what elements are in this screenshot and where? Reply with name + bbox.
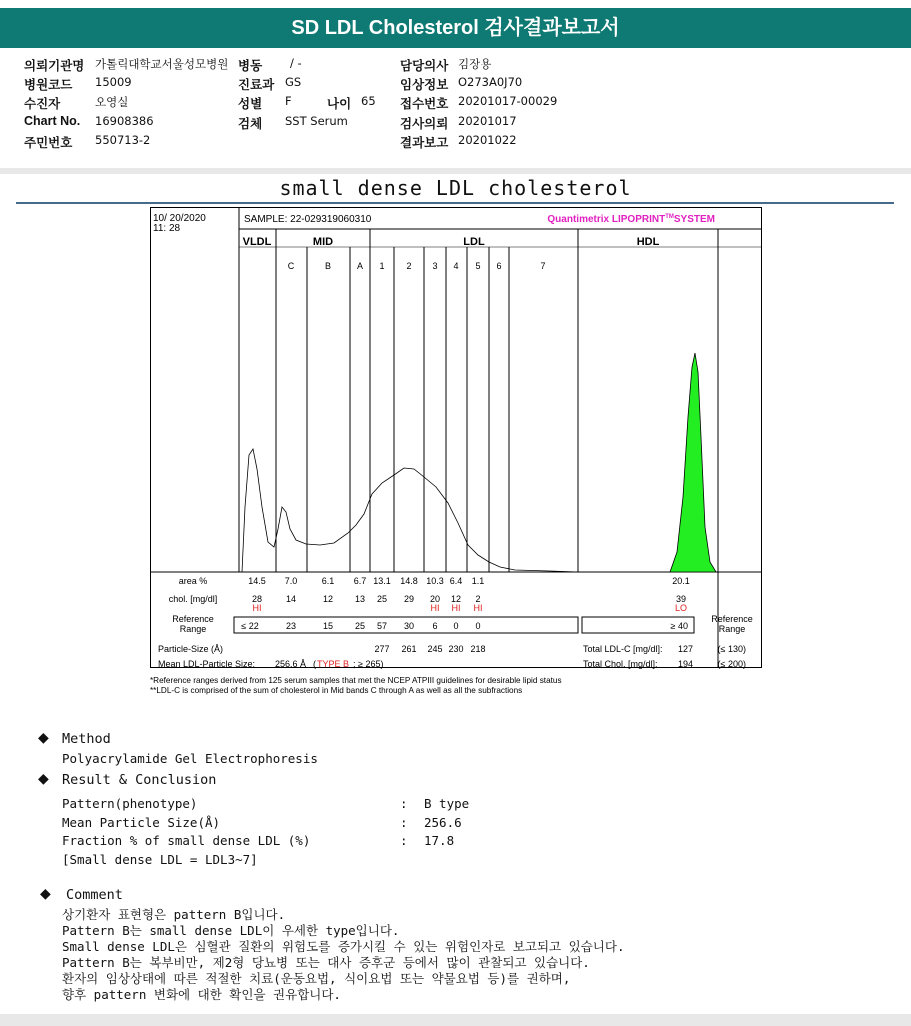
flag-ldl5: HI [473,603,483,613]
flag-ldl3: HI [430,603,440,613]
ps-ldl2: 261 [401,644,417,654]
figure-date: 10/ 20/2020 [153,213,206,224]
area-mid-b: 6.1 [321,576,335,586]
area-mid-a: 6.7 [353,576,367,586]
group-label-hdl: HDL [636,236,660,248]
total-ldl-ref: (≤ 130) [717,644,746,654]
ward-value: / - [290,56,302,70]
figure-sample: SAMPLE: 22-029319060310 [244,214,372,225]
area-ldl4: 6.4 [449,576,463,586]
dept-label: 진료과 [238,78,275,92]
lipoprint-figure [150,207,763,699]
comment-line-3: Small dense LDL은 심혈관 질환의 위험도를 증가시킬 수 있는 위험인자로 보고되고 있습니다. [62,939,625,954]
result-note: [Small dense LDL = LDL3~7] [62,852,258,867]
hospital-value: 가톨릭대학교서울성모병원 [95,57,229,71]
area-hdl: 20.1 [672,576,690,586]
chol-ldl1: 25 [376,594,388,604]
request-label: 검사의뢰 [400,117,449,131]
ref-ldl3: 6 [432,621,438,631]
result-sep-size: : [400,815,408,830]
chol-hdl: 39 [675,594,687,604]
dept-value: GS [285,75,302,89]
rrn-value: 550713-2 [95,133,151,147]
request-value: 20201017 [458,114,517,128]
comment-heading: Comment [66,887,123,903]
row-label-mean: Mean LDL-Particle Size: [158,659,256,669]
group-label-vldl: VLDL [242,236,272,248]
code-label: 병원코드 [24,78,73,92]
comment-line-4: Pattern B는 복부비만, 제2형 당뇨병 또는 대사 증후군 등에서 많이 관찰되고 있습니다. [62,955,590,970]
area-ldl1: 13.1 [373,576,391,586]
result-label-pattern: Pattern(phenotype) [62,796,198,811]
section-divider [0,168,911,174]
footnote-1: *Reference ranges derived from 125 serum samples that met the NCEP ATPIII guidelines for desirable lipid status [150,676,562,685]
chart-value: 16908386 [95,114,154,128]
ward-label: 병동 [238,59,263,73]
chol-ldl3: 20 [429,594,441,604]
ref-mid-c: 23 [285,621,297,631]
comment-line-2: Pattern B는 small dense LDL이 우세한 type입니다. [62,923,400,938]
hospital-label: 의뢰기관명 [24,59,85,73]
chol-ldl4: 12 [450,594,462,604]
row-label-chol: chol. [mg/dl] [168,594,218,604]
chart-label: Chart No. [24,114,81,128]
ref-mid-b: 15 [322,621,334,631]
rrn-label: 주민번호 [24,136,73,150]
flag-vldl: HI [252,603,262,613]
age-value: 65 [361,94,376,108]
ps-ldl5: 218 [470,644,486,654]
patient-label: 수진자 [24,97,61,111]
ref-ldl4: 0 [453,621,459,631]
chol-mid-c: 14 [285,594,297,604]
mean-value: 256.6 Å [275,659,307,669]
row-label-ref2: Range [179,624,207,634]
right-ref-label1: Reference [711,614,753,624]
footnote-2: **LDL-C is comprised of the sum of cholesterol in Mid bands C through A as well as all the subfractions [150,686,523,695]
band-label-2: 2 [406,261,412,271]
result-bullet-icon: ◆ [38,771,49,787]
comment-line-5: 환자의 임상상태에 따른 적절한 치료(운동요법, 식이요법 또는 약물요법 등)를 권하며, [62,971,571,986]
comment-bullet-icon: ◆ [40,886,51,902]
chol-vldl: 28 [251,594,263,604]
ref-vldl: ≤ 22 [241,621,259,631]
result-sep-fraction: : [400,833,408,848]
group-label-mid: MID [312,236,334,248]
row-label-ref1: Reference [172,614,214,624]
heading-rule [16,202,894,204]
method-text: Polyacrylamide Gel Electrophoresis [62,751,318,766]
group-label-ldl: LDL [463,236,485,248]
mean-paren-open: ( [313,659,316,669]
age-label: 나이 [327,97,352,111]
chol-ldl2: 29 [403,594,415,604]
total-chol-label: Total Chol. [mg/dl]: [583,659,658,669]
comment-line-6: 향후 pattern 변화에 대한 확인을 권유합니다. [62,987,341,1002]
band-label-5: 5 [475,261,481,271]
brand-label: Quantimetrix LIPOPRINT™SYSTEM [547,214,715,225]
sex-label: 성별 [238,97,263,111]
ref-ldl1: 57 [376,621,388,631]
mean-cond: ; ≥ 265) [353,659,384,669]
ref-ldl2: 30 [403,621,415,631]
ps-ldl4: 230 [448,644,464,654]
ps-ldl3: 245 [427,644,443,654]
chol-mid-a: 13 [354,594,366,604]
band-label-a: A [356,261,364,271]
total-chol-ref: (≤ 200) [717,659,746,669]
result-sep-pattern: : [400,796,408,811]
band-label-4: 4 [453,261,459,271]
area-ldl3: 10.3 [426,576,444,586]
report-title: SD LDL Cholesterol 검사결과보고서 [0,8,911,48]
right-ref-label2: Range [718,624,746,634]
method-bullet-icon: ◆ [38,730,49,746]
area-ldl2: 14.8 [400,576,418,586]
method-heading: Method [62,731,111,747]
clinical-label: 임상정보 [400,78,449,92]
ref-mid-a: 25 [354,621,366,631]
band-label-c: C [287,261,295,271]
chol-ldl5: 2 [475,594,481,604]
band-label-b: B [324,261,332,271]
mean-type: TYPE B [317,659,350,669]
code-value: 15009 [95,75,132,89]
total-ldl-value: 127 [677,644,693,654]
total-chol-value: 194 [677,659,693,669]
patient-value: 오영실 [95,95,129,109]
band-label-3: 3 [432,261,438,271]
chol-mid-b: 12 [322,594,334,604]
comment-line-1: 상기환자 표현형은 pattern B입니다. [62,907,286,922]
receipt-value: 20201017-00029 [458,94,558,108]
ref-ldl5: 0 [475,621,481,631]
bottom-gutter [0,1014,911,1026]
doctor-value: 김장용 [458,57,492,71]
band-label-6: 6 [496,261,502,271]
band-label-1: 1 [379,261,385,271]
patient-info [0,50,911,169]
report-value: 20201022 [458,133,517,147]
result-label-size: Mean Particle Size(Å) [62,815,221,830]
specimen-value: SST Serum [285,114,348,128]
report-label: 결과보고 [400,136,449,150]
result-label-fraction: Fraction % of small dense LDL (%) [62,833,311,848]
row-label-area: area % [178,576,208,586]
area-mid-c: 7.0 [284,576,298,586]
result-heading: Result & Conclusion [62,772,217,788]
area-vldl: 14.5 [248,576,266,586]
band-label-7: 7 [540,261,546,271]
area-ldl5: 1.1 [471,576,485,586]
result-value-fraction: 17.8 [424,833,455,848]
doctor-label: 담당의사 [400,59,449,73]
report-heading: small dense LDL cholesterol [279,176,632,200]
sex-value: F [285,94,292,108]
flag-ldl4: HI [451,603,461,613]
specimen-label: 검체 [238,117,263,131]
total-ldl-label: Total LDL-C [mg/dl]: [583,644,663,654]
row-label-particle: Particle-Size (Å) [158,644,224,654]
clinical-value: O273A0J70 [458,75,523,89]
flag-hdl: LO [674,603,688,613]
ps-ldl1: 277 [374,644,390,654]
result-value-pattern: B type [424,796,470,811]
result-value-size: 256.6 [424,815,462,830]
ref-hdl: ≥ 40 [670,621,688,631]
receipt-label: 접수번호 [400,97,449,111]
figure-time: 11: 28 [153,223,181,234]
